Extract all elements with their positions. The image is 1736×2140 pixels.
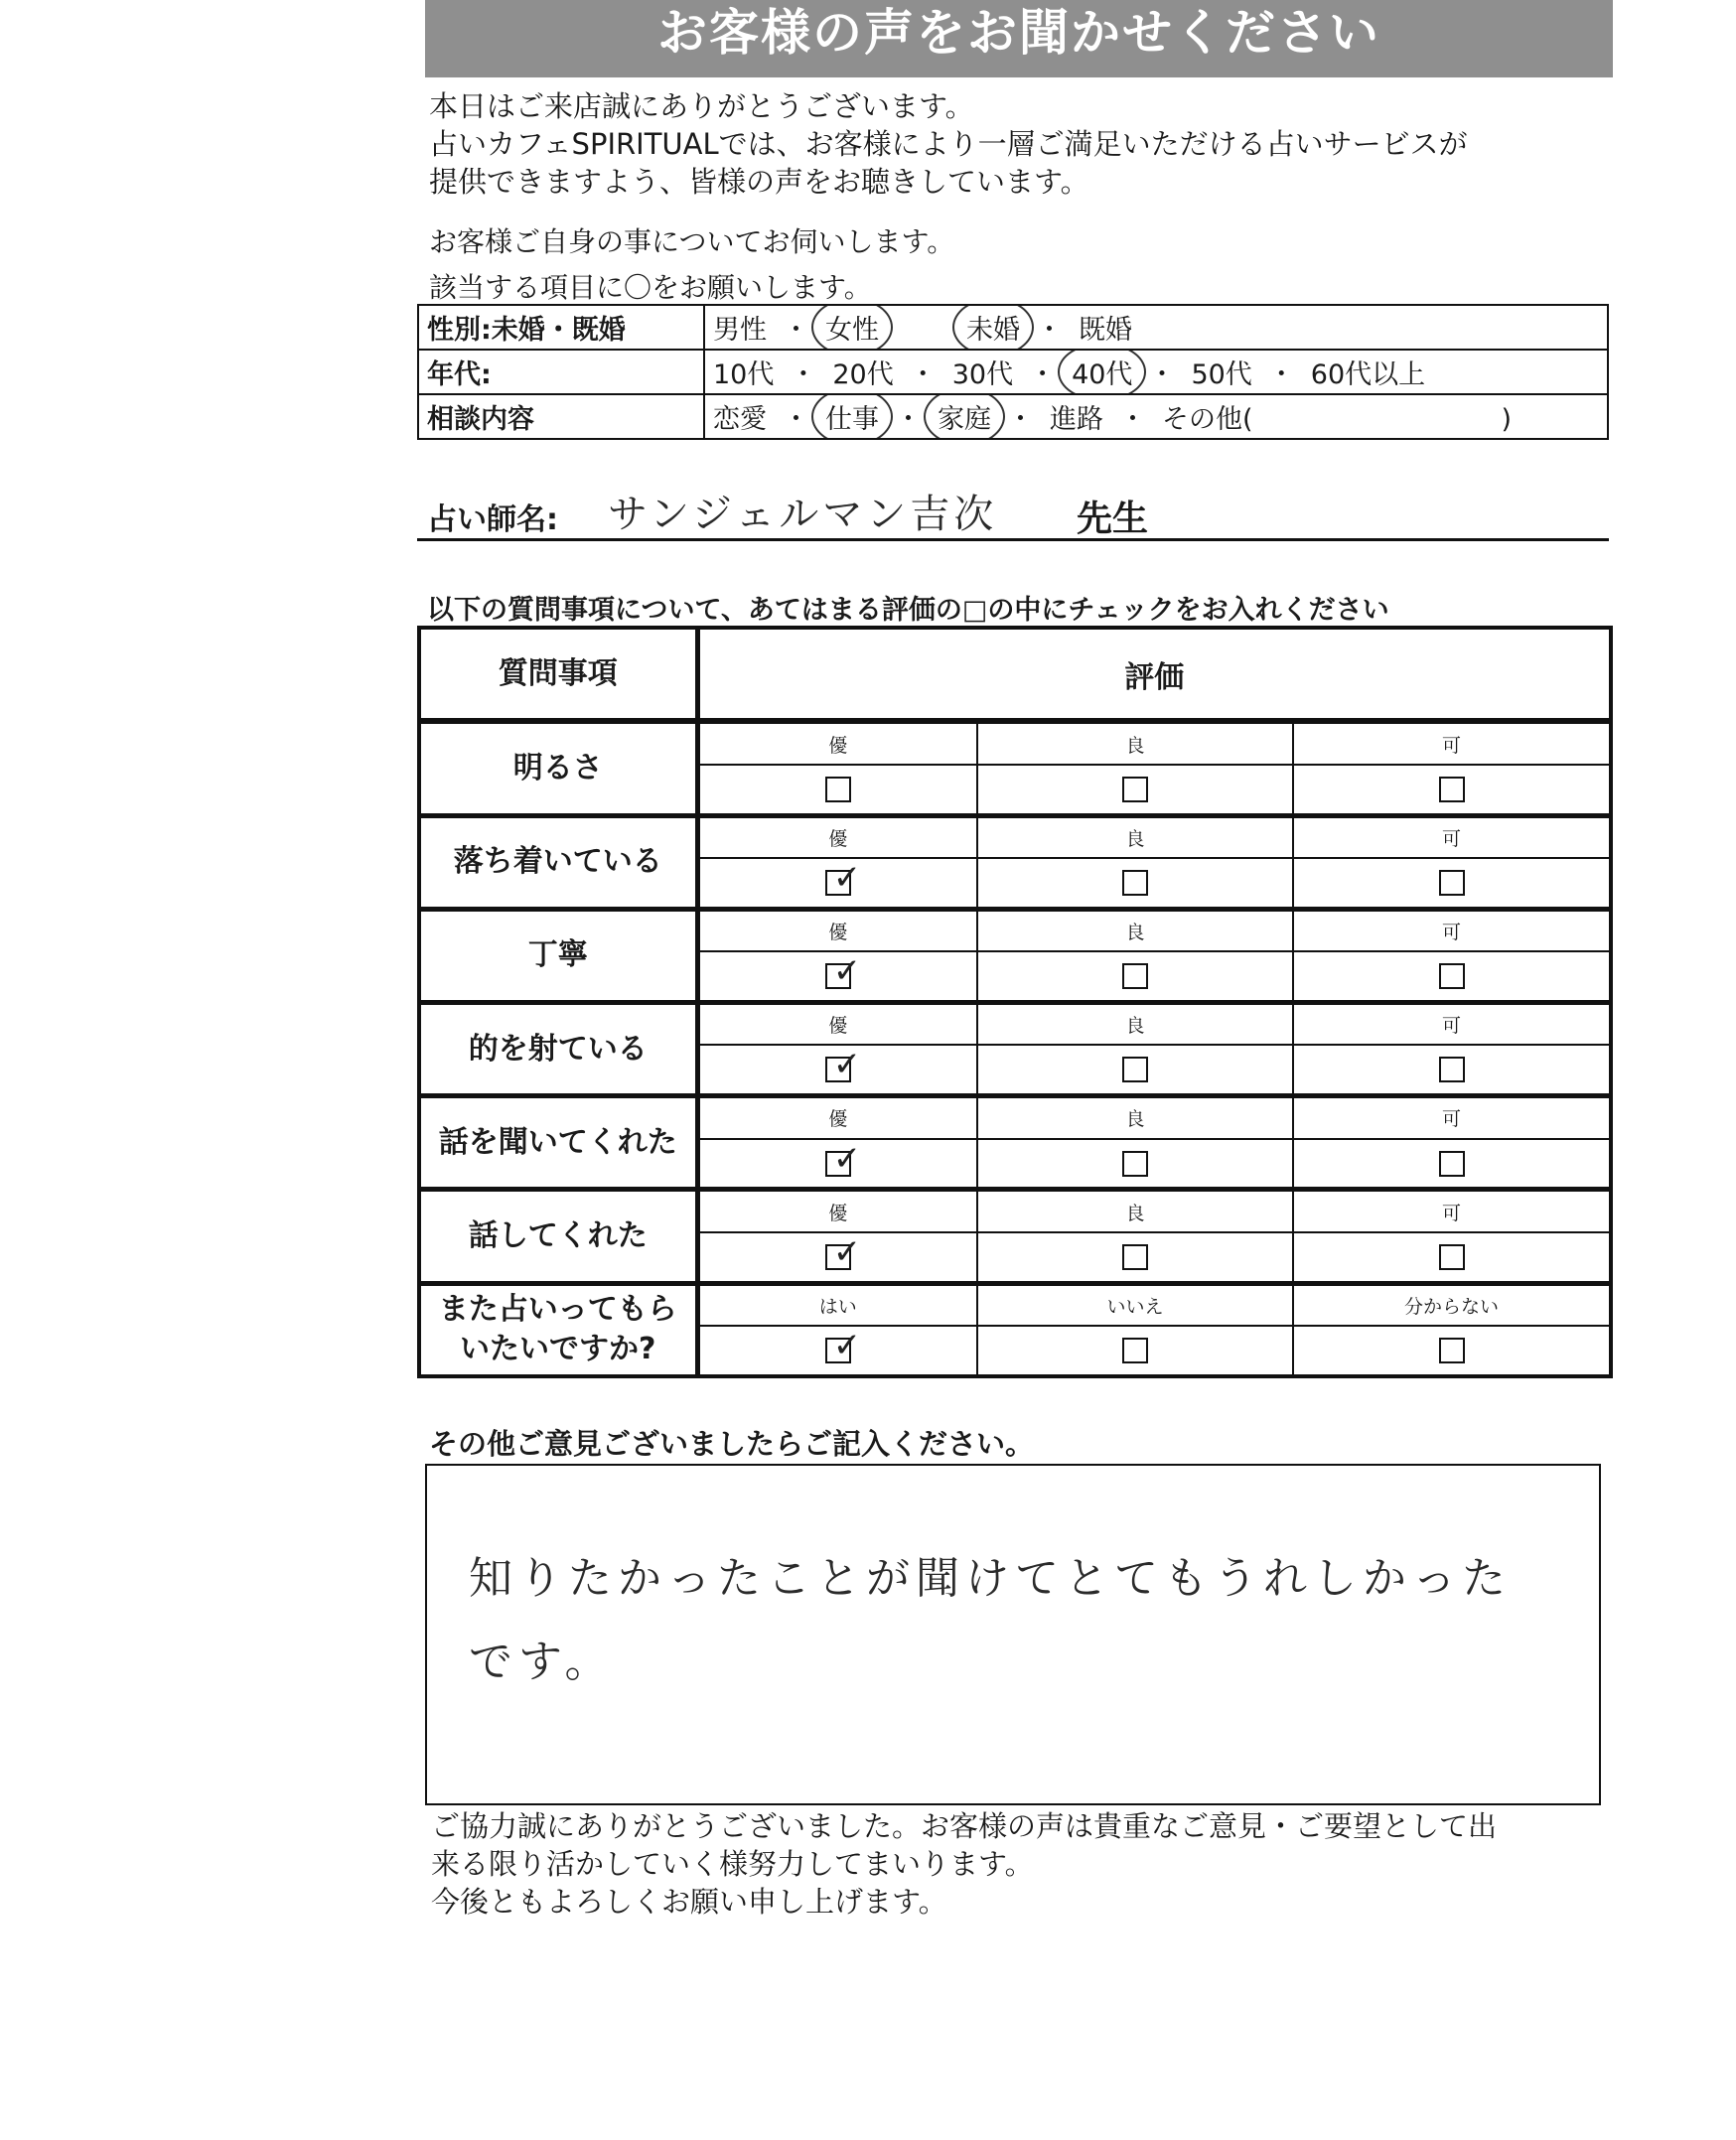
checkbox-fair[interactable] [1439, 777, 1465, 802]
checkbox-fair[interactable] [1439, 870, 1465, 896]
option-other[interactable]: その他( [1162, 404, 1253, 435]
level-label: 分からない [1293, 1283, 1611, 1326]
option-age-30[interactable]: 30代 [951, 359, 1014, 390]
option-work[interactable]: 仕事 [825, 397, 879, 436]
intro-line: 占いカフェSPIRITUALでは、お客様により一層ご満足いただける占いサービスが [429, 127, 1468, 161]
level-label: 可 [1293, 815, 1611, 858]
level-label: 可 [1293, 721, 1611, 765]
level-label: 可 [1293, 1190, 1611, 1232]
question-row-on-point [419, 1002, 1611, 1045]
separator: ・ [1148, 359, 1176, 390]
checkbox-good[interactable] [1122, 1057, 1148, 1082]
checkbox-excellent[interactable] [825, 963, 851, 989]
option-single[interactable]: 未婚 [966, 308, 1020, 347]
evaluation-header-row [419, 628, 1611, 721]
level-label: 可 [1293, 1002, 1611, 1045]
question-row-listened [419, 1096, 1611, 1139]
checkbox-fair[interactable] [1439, 963, 1465, 989]
intro-text [429, 87, 1621, 201]
comment-line: です。 [469, 1637, 615, 1687]
profile-table [417, 304, 1609, 440]
checkbox-good[interactable] [1122, 870, 1148, 896]
level-label: 良 [977, 721, 1293, 765]
question-label: 話を聞いてくれた [419, 1096, 697, 1190]
question-label: 丁寧 [419, 909, 697, 1002]
question-row-return [419, 1283, 1611, 1326]
level-label: 良 [977, 1096, 1293, 1139]
separator: ・ [1007, 404, 1034, 435]
level-label: 優 [697, 1002, 977, 1045]
question-row-talked [419, 1190, 1611, 1232]
level-label: はい [697, 1283, 977, 1326]
checkbox-good[interactable] [1122, 963, 1148, 989]
intro-line: 提供できますよう、皆様の声をお聴きしています。 [429, 165, 1089, 199]
age-label: 年代: [418, 350, 704, 394]
option-female[interactable]: 女性 [825, 308, 879, 347]
question-row-polite [419, 909, 1611, 951]
form-title: お客様の声をお聞かせください [425, 0, 1613, 77]
level-label: 良 [977, 815, 1293, 858]
circle-instruction: 該当する項目に〇をお願いします。 [429, 271, 872, 304]
option-male[interactable]: 男性 [713, 315, 767, 346]
evaluation-table [417, 626, 1613, 1378]
checkbox-fair[interactable] [1439, 1057, 1465, 1082]
option-family[interactable]: 家庭 [938, 397, 991, 436]
closing-line: 今後ともよろしくお願い申し上げます。 [431, 1885, 947, 1919]
fortune-teller-label: 占い師名: [427, 502, 558, 537]
level-label: 良 [977, 1002, 1293, 1045]
question-row-calm [419, 815, 1611, 858]
separator: ・ [1267, 359, 1295, 390]
checkbox-fair[interactable] [1439, 1151, 1465, 1177]
question-row-brightness [419, 721, 1611, 765]
comments-box[interactable] [425, 1464, 1601, 1805]
checkbox-excellent[interactable] [825, 777, 851, 802]
option-married[interactable]: 既婚 [1079, 315, 1132, 346]
checkbox-no[interactable] [1122, 1338, 1148, 1363]
other-close: ) [1501, 404, 1513, 435]
option-career[interactable]: 進路 [1050, 404, 1103, 435]
separator: ・ [783, 315, 809, 346]
level-label: 可 [1293, 1096, 1611, 1139]
level-label: いいえ [977, 1283, 1293, 1326]
age-row [418, 350, 1608, 394]
fortune-teller-name[interactable]: サンジェルマン吉次 [608, 492, 998, 537]
option-love[interactable]: 恋愛 [713, 404, 767, 435]
checkbox-excellent[interactable] [825, 1057, 851, 1082]
consultation-label: 相談内容 [418, 394, 704, 439]
question-line: いたいですか? [460, 1332, 656, 1367]
closing-text [431, 1807, 1623, 1921]
question-label [419, 1283, 697, 1376]
level-label: 優 [697, 909, 977, 951]
question-label: 落ち着いている [419, 815, 697, 909]
header-question: 質問事項 [419, 628, 697, 721]
separator: ・ [790, 359, 817, 390]
evaluation-instruction: 以下の質問事項について、あてはまる評価の□の中にチェックをお入れください [427, 595, 1389, 626]
age-options [704, 350, 1608, 394]
checkbox-good[interactable] [1122, 1244, 1148, 1270]
level-label: 優 [697, 1190, 977, 1232]
checkbox-good[interactable] [1122, 777, 1148, 802]
checkbox-good[interactable] [1122, 1151, 1148, 1177]
level-label: 良 [977, 1190, 1293, 1232]
checkbox-excellent[interactable] [825, 870, 851, 896]
level-label: 良 [977, 909, 1293, 951]
checkbox-fair[interactable] [1439, 1244, 1465, 1270]
question-label: 的を射ている [419, 1002, 697, 1095]
level-label: 可 [1293, 909, 1611, 951]
gender-marital-options [704, 305, 1608, 350]
gender-marital-label: 性別:未婚・既婚 [418, 305, 704, 350]
question-label: 話してくれた [419, 1190, 697, 1283]
separator: ・ [909, 359, 937, 390]
option-age-60plus[interactable]: 60代以上 [1310, 359, 1426, 390]
comment-line: 知りたかったことが聞けてとてもうれしかった [469, 1553, 1512, 1604]
separator: ・ [783, 404, 809, 435]
closing-line: 来る限り活かしていく様努力してまいります。 [431, 1847, 1034, 1881]
header-rating: 評価 [697, 628, 1611, 721]
level-label: 優 [697, 815, 977, 858]
gender-marital-row [418, 305, 1608, 350]
consultation-row [418, 394, 1608, 439]
comments-handwriting [469, 1537, 1561, 1704]
checkbox-excellent[interactable] [825, 1151, 851, 1177]
closing-line: ご協力誠にありがとうございました。お客様の声は貴重なご意見・ご要望として出 [431, 1809, 1498, 1843]
checkbox-excellent[interactable] [825, 1244, 851, 1270]
fortune-teller-suffix: 先生 [1077, 499, 1149, 539]
separator: ・ [895, 404, 922, 435]
comments-label: その他ご意見ございましたらご記入ください。 [429, 1427, 1035, 1461]
fortune-teller-field [417, 483, 1609, 541]
option-age-20[interactable]: 20代 [832, 359, 894, 390]
level-label: 優 [697, 721, 977, 765]
level-label: 優 [697, 1096, 977, 1139]
consultation-options [704, 394, 1608, 439]
separator: ・ [1119, 404, 1146, 435]
question-label: 明るさ [419, 721, 697, 815]
separator: ・ [1036, 315, 1063, 346]
profile-intro: お客様ご自身の事についてお伺いします。 [429, 225, 955, 258]
option-age-40[interactable]: 40代 [1072, 353, 1132, 391]
option-age-10[interactable]: 10代 [713, 359, 775, 390]
checkbox-unsure[interactable] [1439, 1338, 1465, 1363]
question-line: また占いってもら [438, 1292, 677, 1328]
separator: ・ [1029, 359, 1057, 390]
option-age-50[interactable]: 50代 [1191, 359, 1252, 390]
checkbox-yes[interactable] [825, 1338, 851, 1363]
intro-line: 本日はご来店誠にありがとうございます。 [429, 89, 974, 123]
